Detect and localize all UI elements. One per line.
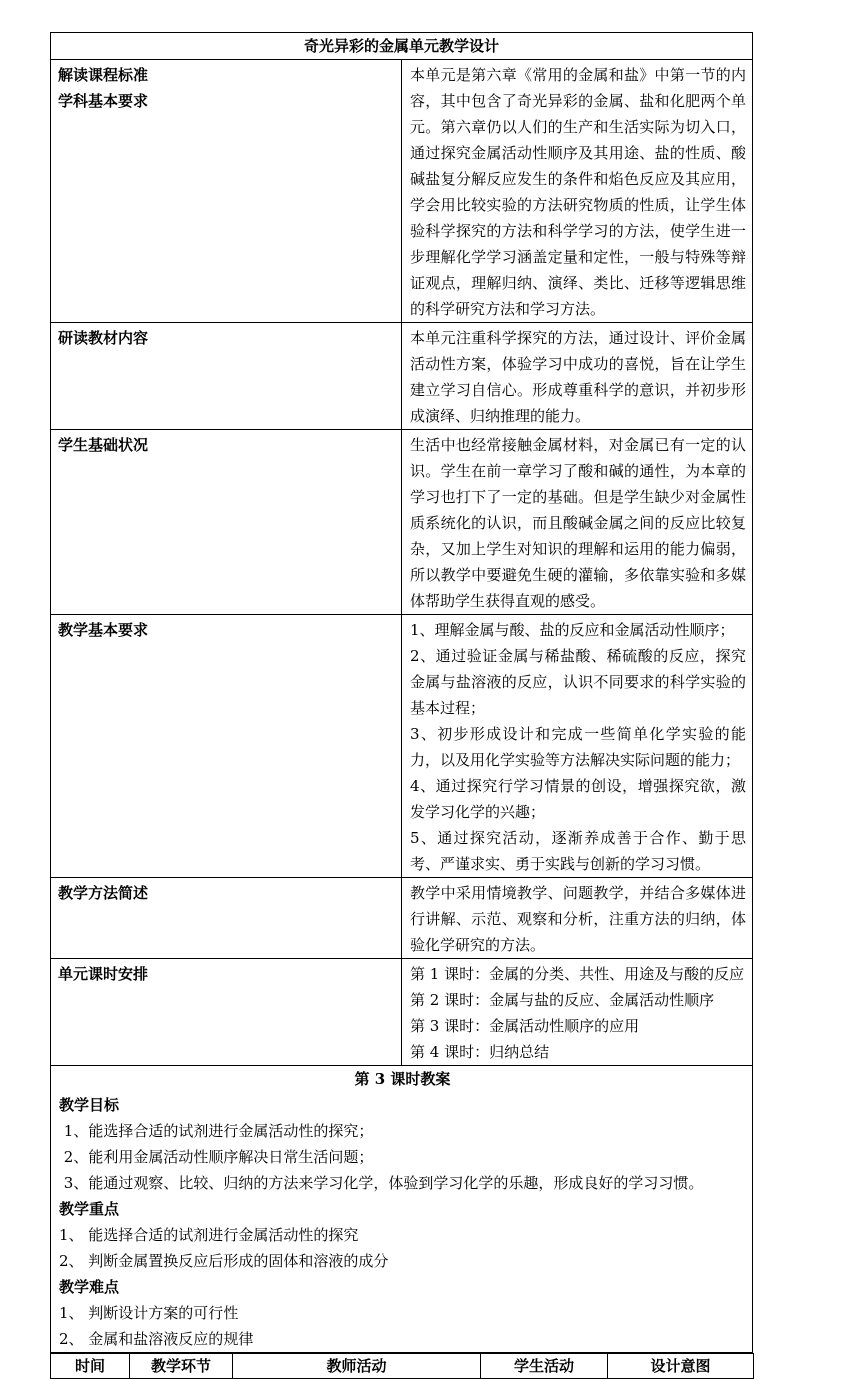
document-title: 奇光异彩的金属单元教学设计 [51,33,753,60]
row-label: 单元课时安排 [51,959,402,1066]
list-item: 3、能通过观察、比较、归纳的方法来学习化学，体验到学习化学的乐趣，形成良好的学习习惯。 [59,1174,704,1192]
list-item: 2、 金属和盐溶液反应的规律 [59,1330,254,1348]
info-row [51,430,753,615]
content-paragraph: 2、通过验证金属与稀盐酸、稀硫酸的反应，探究金属与盐溶液的反应，认识不同要求的科学实验的基本过程； [410,647,746,717]
content-paragraph: 教学中采用情境教学、问题教学，并结合多媒体进行讲解、示范、观察和分析，注重方法的归纳，体验化学研究的方法。 [410,884,746,954]
column-header-row [51,1354,754,1379]
content-paragraph: 4、通过探究行学习情景的创设，增强探究欲，激发学习化学的兴趣； [410,777,746,821]
column-header: 时间 [51,1354,130,1379]
unit-design-table [50,32,753,1353]
column-header: 教学环节 [130,1354,233,1379]
list-item: 1、 判断设计方案的可行性 [59,1304,239,1322]
content-paragraph: 第 1 课时：金属的分类、共性、用途及与酸的反应 [410,965,745,983]
row-label: 教学基本要求 [51,615,402,878]
content-paragraph: 第 4 课时：归纳总结 [410,1043,550,1061]
goals-list [59,1118,746,1196]
content-paragraph: 3、初步形成设计和完成一些简单化学实验的能力，以及用化学实验等方法解决实际问题的能力； [410,725,746,769]
rows-body [51,60,753,1066]
content-paragraph: 第 3 课时：金属活动性顺序的应用 [410,1017,640,1035]
list-item: 1、 能选择合适的试剂进行金属活动性的探究 [59,1226,359,1244]
lesson-heading: 第 3 课时教案 [354,1070,451,1088]
column-header: 设计意图 [608,1354,754,1379]
info-row [51,959,753,1066]
row-content [402,959,753,1066]
key-points-title: 教学重点 [59,1200,120,1218]
content-paragraph: 生活中也经常接触金属材料，对金属已有一定的认识。学生在前一章学习了酸和碱的通性，为本章的学习也打下了一定的基础。但是学生缺少对金属性质系统化的认识，而且酸碱金属之间的反应比较复杂，又加上学生对知识的理解和运用的能力偏弱，所以教学中要避免生硬的灌输，多依靠实验和多媒体帮助学生获得直观的感受。 [410,436,746,610]
row-content [402,878,753,959]
row-label: 研读教材内容 [51,323,402,430]
row-content [402,60,753,323]
list-item: 2、 判断金属置换反应后形成的固体和溶液的成分 [59,1252,389,1270]
key-points-list [59,1222,746,1274]
content-paragraph: 1、理解金属与酸、盐的反应和金属活动性顺序； [410,621,735,639]
content-paragraph: 本单元注重科学探究的方法，通过设计、评价金属活动性方案，体验学习中成功的喜悦，旨在让学生建立学习自信心。形成尊重科学的意识，并初步形成演绎、归纳推理的能力。 [410,329,746,425]
content-paragraph: 第 2 课时：金属与盐的反应、金属活动性顺序 [410,991,715,1009]
difficult-points-title: 教学难点 [59,1278,120,1296]
info-row [51,60,753,323]
document [50,32,753,1379]
row-label: 解读课程标准 学科基本要求 [51,60,402,323]
info-row [51,878,753,959]
row-content [402,430,753,615]
lesson-plan [51,1066,753,1353]
column-header: 学生活动 [481,1354,608,1379]
content-paragraph: 5、通过探究活动，逐渐养成善于合作、勤于思考、严谨求实、勇于实践与创新的学习习惯。 [410,829,746,873]
row-label: 教学方法简述 [51,878,402,959]
column-header: 教师活动 [233,1354,481,1379]
row-label: 学生基础状况 [51,430,402,615]
info-row [51,615,753,878]
list-item: 1、能选择合适的试剂进行金属活动性的探究； [59,1122,374,1140]
info-row [51,323,753,430]
content-paragraph: 本单元是第六章《常用的金属和盐》中第一节的内容，其中包含了奇光异彩的金属、盐和化肥两个单元。第六章仍以人们的生产和生活实际为切入口，通过探究金属活动性顺序及其用途、盐的性质、酸碱盐复分解反应发生的条件和焰色反应及其应用，学会用比较实验的方法研究物质的性质，让学生体验科学探究的方法和科学学习的方法，使学生进一步理解化学学习涵盖定量和定性，一般与特殊等辩证观点，理解归纳、演绎、类比、迁移等逻辑思维的科学研究方法和学习方法。 [410,66,746,318]
list-item: 2、能利用金属活动性顺序解决日常生活问题； [59,1148,374,1166]
difficult-points-list [59,1300,746,1352]
row-content [402,323,753,430]
row-content [402,615,753,878]
goals-title: 教学目标 [59,1096,120,1114]
activity-table-header [50,1353,754,1379]
